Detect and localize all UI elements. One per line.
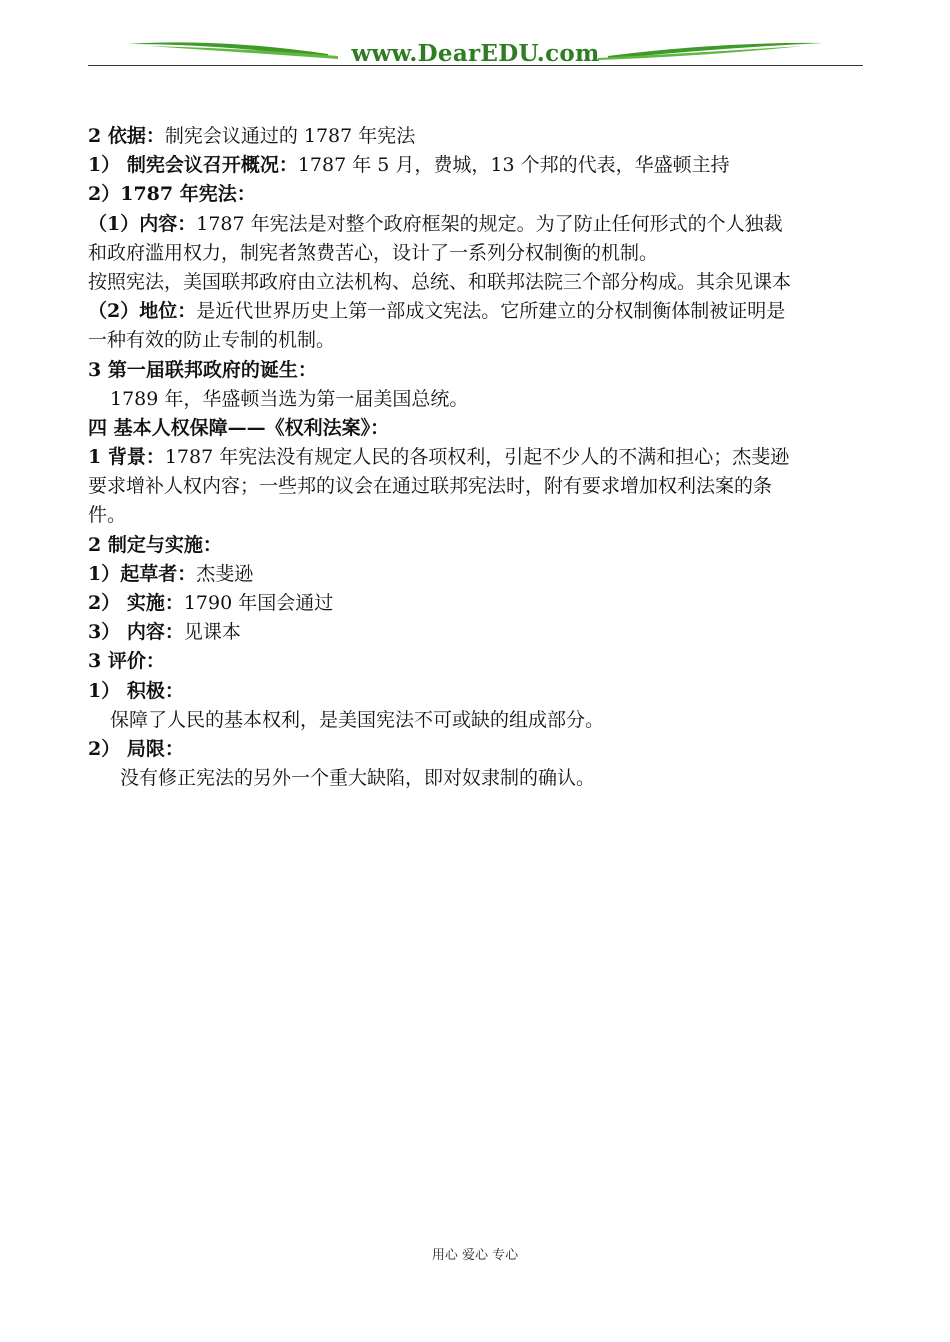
status-line-2 — [88, 326, 866, 355]
content-text-3: 按照宪法，美国联邦政府由立法机构、总统、和联邦法院三个部分构成。其余见课本 — [88, 270, 792, 293]
background-line-1 — [88, 443, 866, 472]
enactment-label: 2 制定与实施： — [88, 533, 222, 556]
status-label: （2）地位： — [88, 300, 197, 323]
implementation-text: 1790 年国会通过 — [183, 592, 334, 614]
status-line-1 — [88, 297, 866, 326]
bill-content-text: 见课本 — [183, 621, 241, 644]
background-line-3 — [88, 501, 866, 530]
constitution-label: 2）1787 年宪法： — [88, 183, 256, 206]
content-line-2 — [88, 239, 866, 268]
federal-gov-text: 1789 年，华盛顿当选为第一届美国总统。 — [110, 387, 469, 410]
implementation-label: 2） 实施： — [88, 592, 184, 614]
positive-label: 1） 积极： — [88, 679, 184, 702]
implementation-line — [88, 589, 866, 618]
content-text-1: 1787 年宪法是对整个政府框架的规定。为了防止任何形式的个人独裁 — [196, 212, 783, 235]
federal-gov-line — [88, 385, 866, 414]
evaluation-heading — [88, 647, 866, 676]
section-four-heading — [88, 414, 866, 443]
positive-text: 保障了人民的基本权利，是美国宪法不可或缺的组成部分。 — [110, 708, 605, 731]
content-text-2: 和政府滥用权力，制宪者煞费苦心，设计了一系列分权制衡的机制。 — [88, 241, 659, 264]
enactment-heading — [88, 531, 866, 560]
basis-line — [88, 122, 866, 151]
drafter-text: 杰斐逊 — [196, 562, 254, 585]
bill-content-label: 3） 内容： — [88, 621, 184, 644]
header-divider — [88, 65, 863, 66]
drafter-line — [88, 560, 866, 589]
basis-text: 制宪会议通过的 1787 年宪法 — [164, 125, 416, 147]
convention-line — [88, 151, 866, 180]
content-line-1 — [88, 210, 866, 239]
background-text-2: 要求增补人权内容；一些邦的议会在通过联邦宪法时，附有要求增加权利法案的条 — [88, 475, 773, 498]
background-text-1: 1787 年宪法没有规定人民的各项权利，引起不少人的不满和担心；杰斐逊 — [164, 446, 790, 469]
document-body — [88, 122, 866, 793]
limitation-heading — [88, 735, 866, 764]
status-text-1: 是近代世界历史上第一部成文宪法。它所建立的分权制衡体制被证明是 — [196, 300, 786, 323]
page-footer: 用心 爱心 专心 — [431, 1248, 519, 1263]
limitation-label: 2） 局限： — [88, 737, 184, 760]
positive-line — [88, 706, 866, 735]
content-label: （1）内容： — [88, 212, 197, 235]
convention-text: 1787 年 5 月，费城，13 个邦的代表，华盛顿主持 — [297, 154, 730, 177]
bill-content-line — [88, 618, 866, 647]
constitution-heading — [88, 180, 866, 209]
evaluation-label: 3 评价： — [88, 650, 165, 673]
convention-label: 1） 制宪会议召开概况： — [88, 154, 298, 177]
limitation-text: 没有修正宪法的另外一个重大缺陷，即对奴隶制的确认。 — [120, 767, 596, 790]
drafter-label: 1）起草者： — [88, 562, 197, 585]
federal-gov-label: 3 第一届联邦政府的诞生： — [88, 358, 317, 381]
content-line-3 — [88, 268, 866, 297]
limitation-line — [88, 764, 866, 793]
basis-label: 2 依据： — [88, 125, 165, 147]
background-text-3: 件。 — [88, 504, 127, 527]
background-label: 1 背景： — [88, 446, 165, 469]
background-line-2 — [88, 472, 866, 501]
positive-heading — [88, 677, 866, 706]
federal-gov-heading — [88, 356, 866, 385]
section-four-label: 四 基本人权保障——《权利法案》： — [88, 416, 390, 439]
site-url-logo: www.DearEDU.com — [351, 40, 600, 67]
status-text-2: 一种有效的防止专制的机制。 — [88, 329, 336, 352]
